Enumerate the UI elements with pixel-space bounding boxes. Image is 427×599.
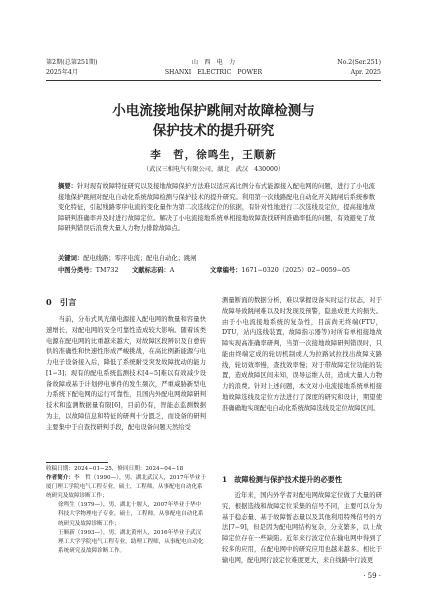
author-bio-3: 王顺新（1993—），男，湖北黄州人，2016年毕业于武汉理工大学学院电气工程专业，助理工程师，从事配电自动化系统研究及故障诊断工作。 [58,529,204,554]
author-bio-label: 作者简介： [46,475,74,482]
affiliation: （武汉三相电气有限公司，湖北 武汉 430000） [142,166,285,173]
section-heading-intro: 0 引言 [46,297,77,307]
doc-code-value: A [169,267,175,274]
footnote-rule [46,462,108,463]
paragraph: 当前，分布式风光储电源接入配电网的数量和容量快速增长，对配电网的安全可靠性造成较大影响。随着该类电源在配电网的比重越来越大，对故障区段辨识及自愈转供的准确性和快速性形成严峻挑战，在高比例新能源与电力电子设备接入后，降低了系统耐受突发故障扰动的能力[1−3]；现有的配电系统监测技术[4−5]难以有效减少设备故障或基于计划停电事件的发生频次，严重威胁新型电力系统下配电网的运行可靠性，且国内外配电网故障研判技术和监测数据量有限[6]，目前仍有，智能态监测数据为主，以故障信息和特征的研判十分匮乏，而设备的研判主要集中于自查找研判手段，配电设备问题天然给受 [46,316,206,431]
article-id-value: 1671−0320（2025）02−0059−05 [241,267,351,274]
author-bio-2: 徐鸣生（1979—），男，湖北十堰人，2007年毕业于华中科技大学物理电子专业，硕士，工程师，从事配电自动化系统研究及故障诊断工作； [58,502,204,527]
section-1-body [222,491,382,569]
classification-row [58,265,378,274]
page-number: · 59 · [363,572,381,580]
journal-name-cn: 山 西 电 力 [191,59,236,66]
clc-label: 中图分类号： [58,267,96,274]
clc-value: TM732 [95,267,119,274]
left-column-body [46,315,206,455]
header-right [337,58,381,78]
issue-date: 2025年4月 [46,69,79,76]
title-line-2: 保护技术的提升研究 [152,123,275,139]
author-bio-1: 作者简介：李 哲（1990—），男，湖北武汉人，2017年毕业于厦门理工学院电气工程专业，硕士，工程师，从事配电自动化系统研究及故障诊断工作； [46,475,206,500]
keywords-text: 配电线路；零序电流；配电自动化；跳闸 [83,255,197,262]
issue-date-en: Apr. 2025 [350,69,381,76]
abstract-text: 针对现有故障特征研究以及接地故障保护方法难以适应高比例分布式能源接入配电网的问题，进行了小电流接地保护跳闸对配电自动化系统故障检测与保护技术的提升研究。利用第一次线路配电自动化开关跳闸后系统参数变化特征，引起残路零序电流的变化量作为第二次选线定位的依据，有针对性地进行二次选线及定位，提高接地故障研判准确率并及时进行故障定位。解决了小电流接地系统单相接地故障查找研判准确率低的问题，有效避免了故障研判错误后浪费大量人力物力排除故障点。 [58,183,376,233]
abstract [58,182,375,235]
right-column-body [222,296,382,468]
title-line-1: 小电流接地保护跳闸对故障检测与 [112,103,315,119]
keywords [58,253,197,262]
journal-name-en: SHANXI ELECTRIC POWER [164,69,263,76]
footnotes [46,465,206,556]
issue-number-en: No.2(Ser.251) [337,59,381,66]
article-id-label: 文章编号： [210,267,242,274]
abstract-label: 摘要： [58,183,78,190]
paragraph: 近年来，国内外学者对配电网故障定位做了大量的研究，根据选线和故障定位采集的信号不同，主要可以分为基于稳态量、基于故障暂态量以及其他利用特殊信号的方法[7−9]，但是因为配电网结构复杂，分支繁多，以上故障定位存在一些缺陷。近年来行波定位在输电网中得到了较多的应用，在配电网中的研究应用也越来越多。相比于输电网，配电网行波定位难度更大，来自线路中行波更 [222,492,382,564]
received-date: 收稿日期：2024−01−25，修回日期：2024−04−18 [46,466,184,472]
keywords-label: 关键词： [58,255,84,262]
header-center [46,58,381,78]
article-title [46,101,381,141]
section-heading-1: 1 故障检测与保护技术提升的必要性 [222,475,343,484]
header-rule [46,80,381,81]
author-list: 李 哲，徐鸣生，王顺新 [150,149,277,161]
issue-number: 第2期(总第251期) [46,59,98,66]
paragraph: 测量断面的数据分析，难以掌握设备实时运行状态，对于故障导致跳闸难以及时发现及预警，隐患成更大的损失。由于小电流接地系统的复杂性，目前尚无终端(FTU，DTU，站内选线装置，故障指示器等)对所有单相接地故障实现高准确率研判，当第一次接地故障研判错误时，只能由终端定成的轮切机制或人为拉路试拉找出故障支路线，轮切效率慢，查找效率慢；对于带故障定位功能的装置，造成故障区间未知，误导运维人员，造成大量人力物力的浪费。针对上述问题，本文对小电流接地系统单相接地故障选线及定位方法进行了深度的研究和设计，期望使准确确地实现配电自动化系统故障选线及定位故障区间。 [222,297,382,412]
doc-code-label: 文献标志码： [132,267,170,274]
